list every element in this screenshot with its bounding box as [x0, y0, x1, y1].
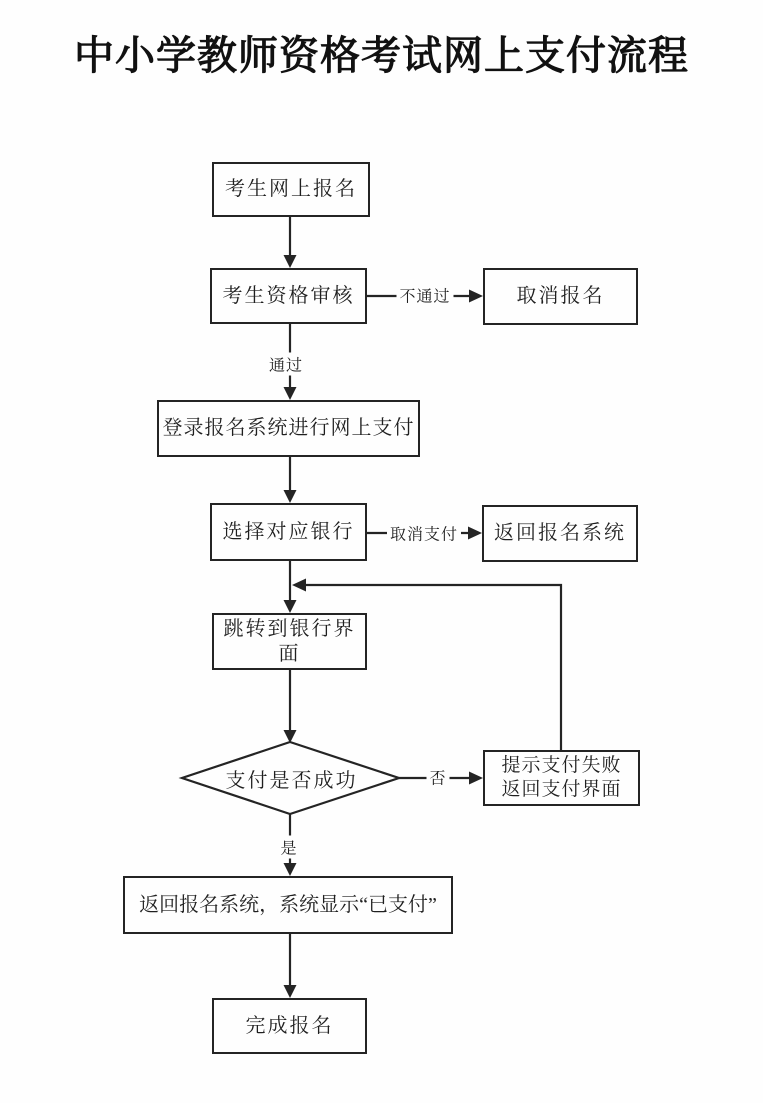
node-label: 考生资格审核	[222, 284, 355, 307]
arrowhead-into-login	[284, 387, 297, 400]
node-label: 选择对应银行	[222, 520, 355, 543]
arrowhead-into-complete	[284, 985, 297, 998]
arrowhead-into-cancel	[469, 290, 483, 303]
arrowhead-into-bankpage	[284, 600, 297, 613]
node-candidate-online-registration	[212, 162, 370, 217]
node-jump-to-bank-page	[212, 613, 367, 670]
node-label: 跳转到银行界面	[223, 617, 356, 665]
arrowhead-into-paid	[284, 863, 297, 876]
node-login-online-payment	[157, 400, 420, 457]
node-select-bank	[210, 503, 367, 561]
node-label: 考生网上报名	[225, 178, 357, 200]
decision-label: 支付是否成功	[225, 769, 358, 792]
node-complete-registration	[212, 998, 367, 1054]
arrowhead-into-selectbank	[284, 490, 297, 503]
edge-label-pass: 通过	[266, 353, 306, 376]
arrowhead-into-fail	[469, 772, 483, 785]
arrowhead-into-decision	[284, 730, 297, 743]
node-label-line1: 提示支付失败	[501, 755, 622, 777]
node-label: 登录报名系统进行网上支付	[162, 417, 415, 439]
arrowhead-into-review	[284, 255, 297, 268]
edge-label-cancel-payment: 取消支付	[387, 522, 461, 545]
edge-label-no: 否	[426, 766, 449, 789]
node-return-registration-system	[482, 505, 638, 562]
node-payment-failed-return	[483, 750, 640, 806]
node-label: 返回报名系统，系统显示“已支付”	[139, 893, 437, 916]
page-title: 中小学教师资格考试网上支付流程	[74, 33, 689, 78]
node-system-shows-paid	[123, 876, 453, 934]
node-label-line2: 返回支付界面	[501, 779, 622, 800]
arrowhead-feedback-join	[292, 579, 306, 592]
edge-label-yes: 是	[277, 836, 300, 859]
arrowhead-into-returnsys	[468, 527, 482, 540]
node-qualification-review	[210, 268, 367, 324]
decision-payment-success	[183, 743, 400, 813]
node-cancel-registration	[483, 268, 638, 325]
edge-label-not-pass: 不通过	[396, 284, 453, 307]
node-label: 取消报名	[516, 285, 605, 307]
node-label: 返回报名系统	[494, 522, 626, 544]
node-label: 完成报名	[245, 1014, 334, 1037]
